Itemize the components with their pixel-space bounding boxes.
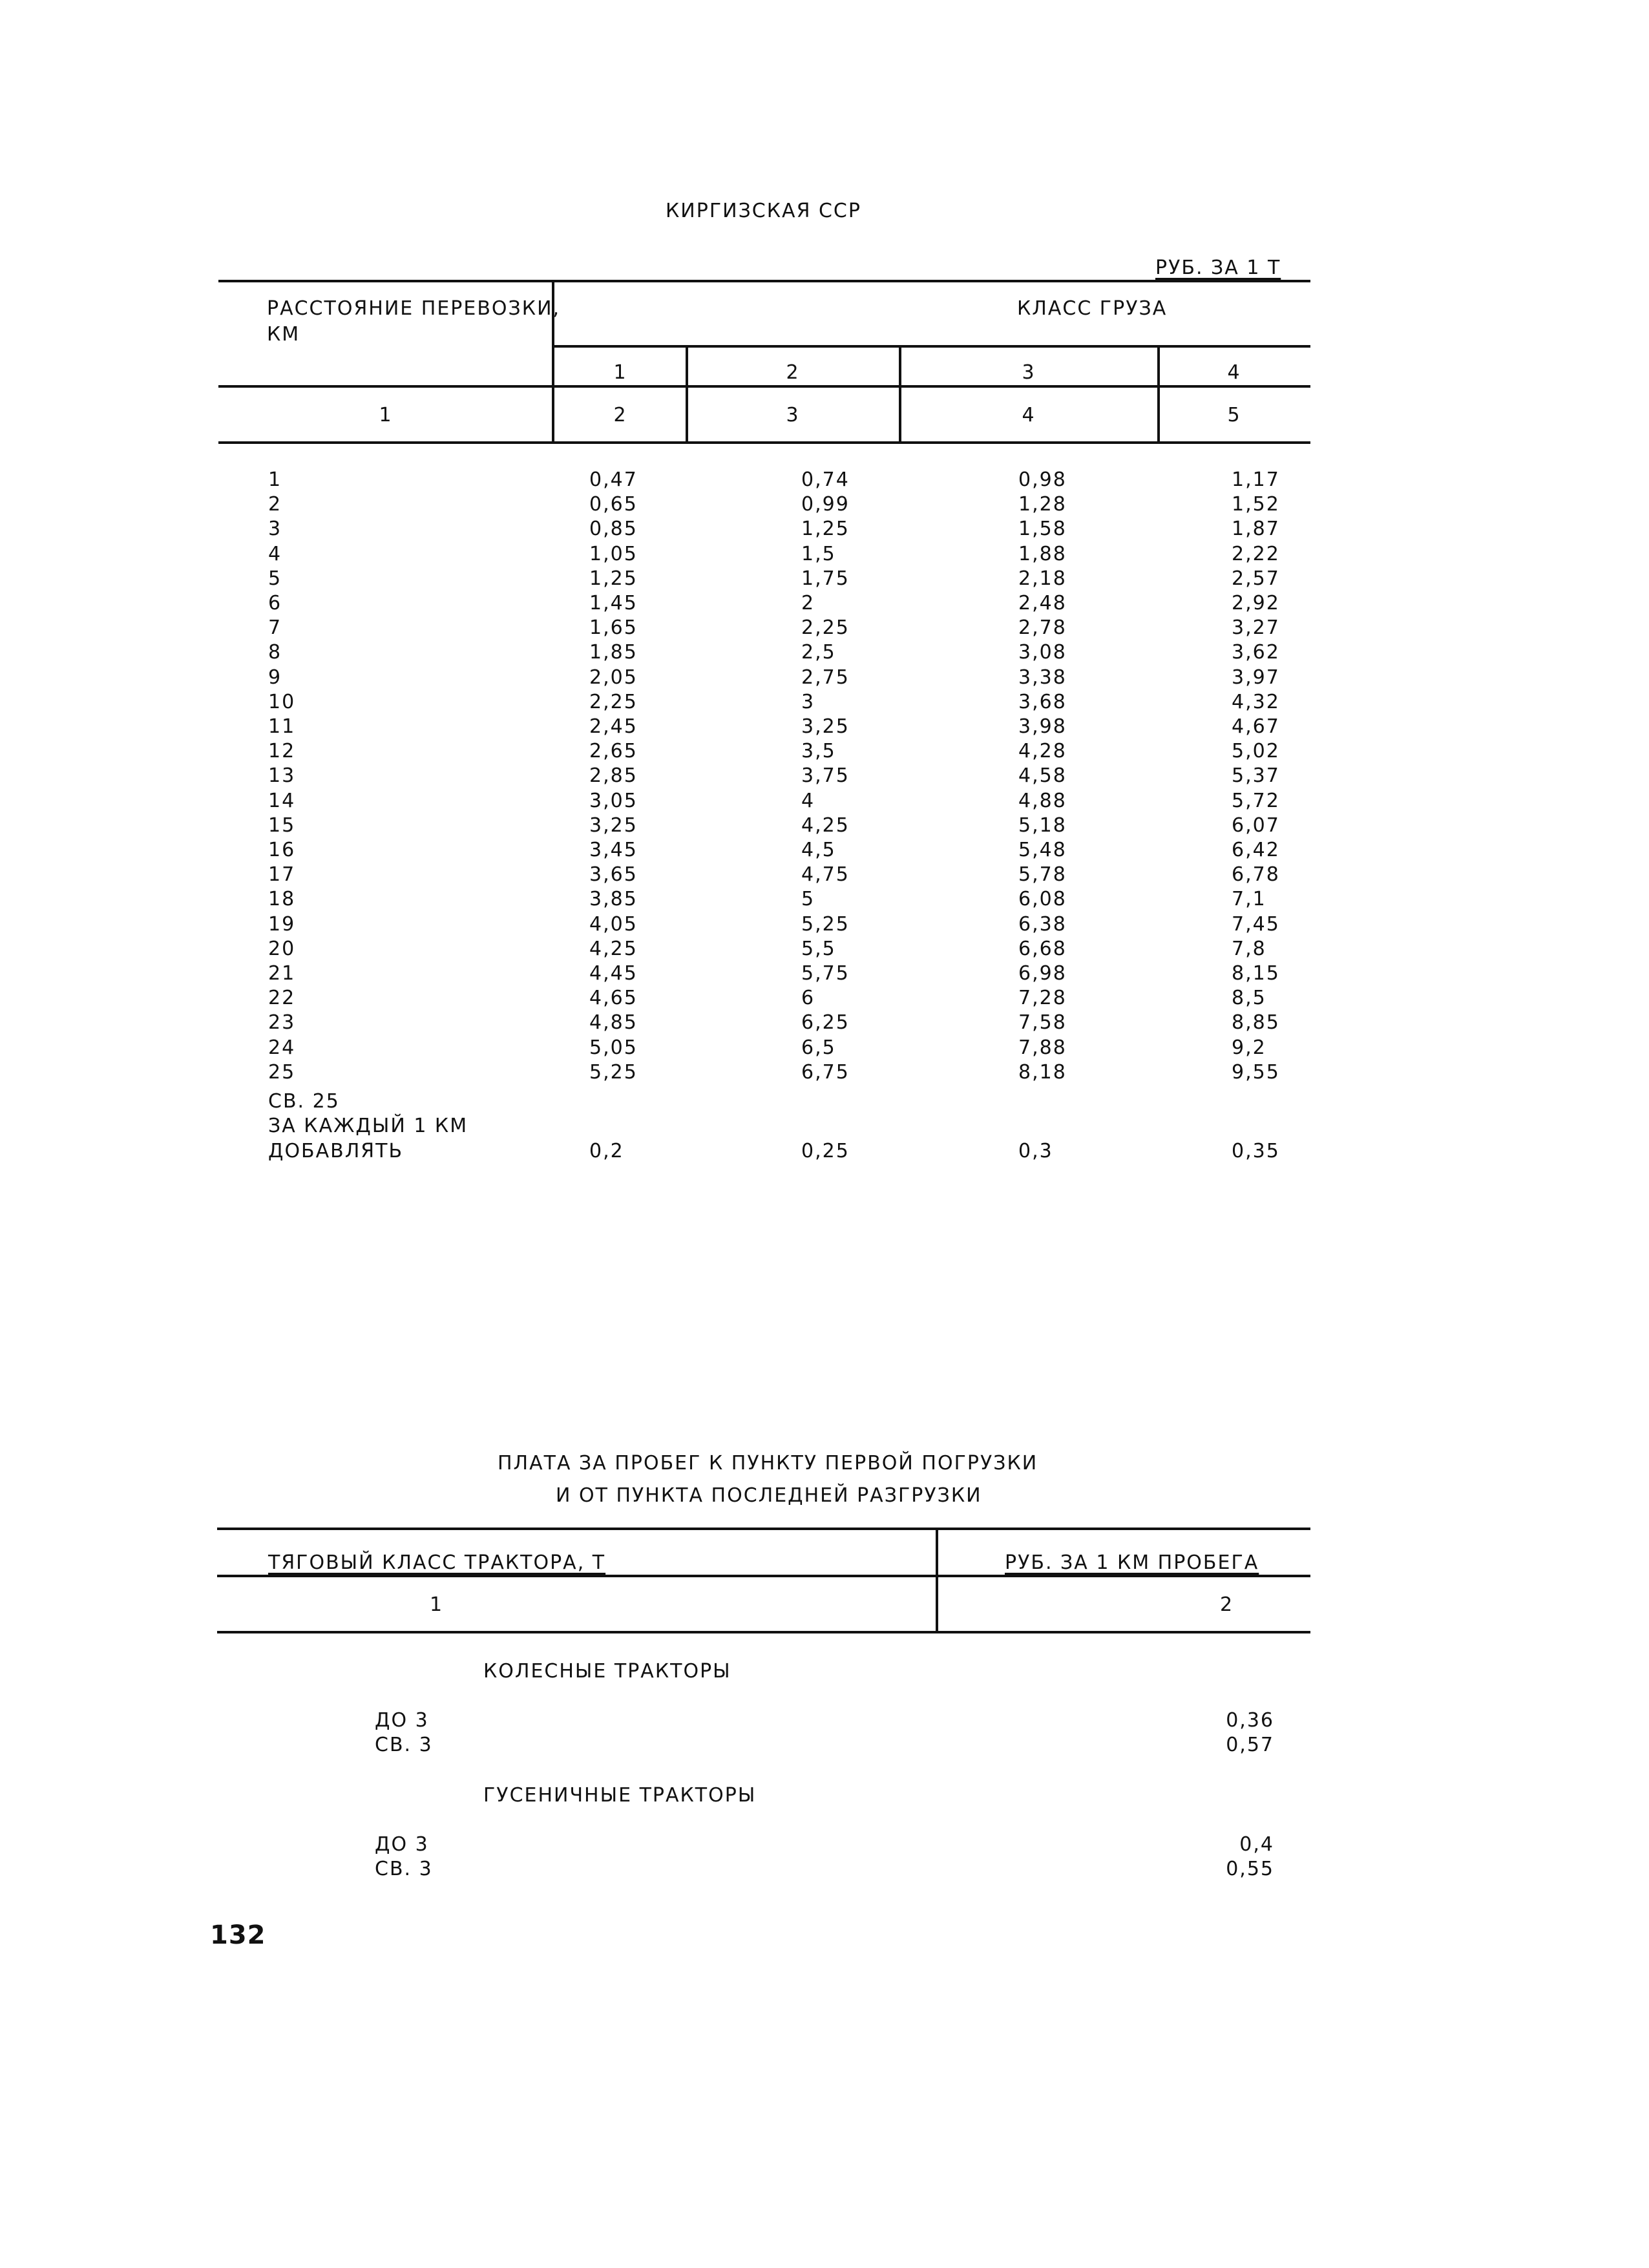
row-distance: 18 (268, 888, 296, 910)
row-rate-class-1: 0,85 (589, 518, 638, 540)
row-rate-class-1: 5,05 (589, 1036, 638, 1059)
row-rate-class-1: 3,05 (589, 790, 638, 812)
row-distance: 15 (268, 814, 296, 837)
row-rate-class-3: 7,88 (1018, 1036, 1067, 1059)
table2-title-line2: И ОТ ПУНКТА ПОСЛЕДНЕЙ РАЗГРУЗКИ (556, 1484, 982, 1507)
row-rate-class-1: 2,25 (589, 691, 638, 713)
row-rate-class-3: 5,18 (1018, 814, 1067, 837)
row-rate-class-3: 3,68 (1018, 691, 1067, 713)
row-rate-class-4: 6,07 (1232, 814, 1280, 837)
row-rate-class-4: 5,37 (1232, 764, 1280, 787)
header-bottom-rule (218, 441, 1310, 444)
row-rate-class-1: 0,47 (589, 468, 638, 491)
row-rate-class-1: 4,45 (589, 962, 638, 985)
tracked-row-1-label: ДО 3 (375, 1833, 429, 1856)
row-distance: 10 (268, 691, 296, 713)
row-rate-class-2: 2,25 (801, 616, 850, 639)
row-rate-class-2: 2,5 (801, 641, 836, 664)
table2-col-number-2: 2 (1220, 1593, 1234, 1616)
row-distance: 19 (268, 913, 296, 936)
col-divider-3 (899, 348, 901, 441)
row-rate-class-3: 4,28 (1018, 740, 1067, 762)
column-number-2: 2 (613, 404, 627, 426)
row-rate-class-4: 5,02 (1232, 740, 1280, 762)
table2-header-bottom-rule (217, 1631, 1310, 1633)
class-number-3: 3 (1022, 361, 1036, 384)
row-distance: 12 (268, 740, 296, 762)
row-rate-class-3: 7,58 (1018, 1011, 1067, 1034)
row-rate-class-3: 1,28 (1018, 493, 1067, 516)
table1-title: КИРГИЗСКАЯ ССР (666, 200, 861, 222)
row-rate-class-4: 8,15 (1232, 962, 1280, 985)
row-distance: 6 (268, 592, 282, 614)
row-rate-class-3: 2,18 (1018, 567, 1067, 590)
row-rate-class-1: 4,05 (589, 913, 638, 936)
row-rate-class-3: 1,58 (1018, 518, 1067, 540)
tracked-row-1-value: 0,4 (1239, 1833, 1274, 1856)
row-rate-class-1: 2,85 (589, 764, 638, 787)
tracked-row-2-value: 0,55 (1226, 1858, 1274, 1880)
row-rate-class-2: 1,75 (801, 567, 850, 590)
row-distance: 8 (268, 641, 282, 664)
row-distance: 25 (268, 1061, 296, 1084)
row-distance: 16 (268, 839, 296, 861)
row-distance: 13 (268, 764, 296, 787)
row-rate-class-2: 3,25 (801, 715, 850, 738)
column-number-5: 5 (1227, 404, 1241, 426)
row-rate-class-2: 4,75 (801, 863, 850, 886)
row-rate-class-1: 3,25 (589, 814, 638, 837)
row-distance: 7 (268, 616, 282, 639)
row-rate-class-3: 4,88 (1018, 790, 1067, 812)
row-rate-class-1: 2,65 (589, 740, 638, 762)
row-rate-class-4: 3,62 (1232, 641, 1280, 664)
class-number-1: 1 (613, 361, 627, 384)
row-rate-class-4: 7,8 (1232, 938, 1266, 960)
row-rate-class-1: 4,85 (589, 1011, 638, 1034)
row-rate-class-2: 0,74 (801, 468, 850, 491)
wheeled-row-2-label: СВ. 3 (375, 1734, 433, 1756)
wheeled-row-1-value: 0,36 (1226, 1709, 1274, 1732)
row-rate-class-4: 1,52 (1232, 493, 1280, 516)
row-rate-class-4: 7,45 (1232, 913, 1280, 936)
group-wheeled-title: КОЛЕСНЫЕ ТРАКТОРЫ (483, 1660, 731, 1683)
tractor-class-header: ТЯГОВЫЙ КЛАСС ТРАКТОРА, Т (268, 1551, 606, 1574)
cargo-class-header: КЛАСС ГРУЗА (1017, 297, 1168, 320)
row-rate-class-3: 4,58 (1018, 764, 1067, 787)
over25-line3: ДОБАВЛЯТЬ (268, 1140, 404, 1162)
row-rate-class-1: 1,65 (589, 616, 638, 639)
row-rate-class-4: 7,1 (1232, 888, 1266, 910)
row-rate-class-1: 5,25 (589, 1061, 638, 1084)
row-rate-class-1: 0,65 (589, 493, 638, 516)
row-rate-class-2: 5 (801, 888, 815, 910)
table2-title-line1: ПЛАТА ЗА ПРОБЕГ К ПУНКТУ ПЕРВОЙ ПОГРУЗКИ (498, 1452, 1038, 1475)
row-rate-class-4: 3,27 (1232, 616, 1280, 639)
row-rate-class-2: 1,5 (801, 543, 836, 565)
row-rate-class-3: 6,98 (1018, 962, 1067, 985)
row-rate-class-2: 5,75 (801, 962, 850, 985)
col-divider-2 (686, 348, 688, 441)
row-rate-class-1: 1,05 (589, 543, 638, 565)
row-rate-class-3: 2,48 (1018, 592, 1067, 614)
row-rate-class-2: 6,75 (801, 1061, 850, 1084)
row-distance: 11 (268, 715, 296, 738)
row-rate-class-1: 1,45 (589, 592, 638, 614)
row-rate-class-4: 1,17 (1232, 468, 1280, 491)
row-rate-class-3: 0,98 (1018, 468, 1067, 491)
row-rate-class-1: 1,85 (589, 641, 638, 664)
row-rate-class-2: 6,5 (801, 1036, 836, 1059)
row-rate-class-2: 3,75 (801, 764, 850, 787)
row-distance: 14 (268, 790, 296, 812)
row-rate-class-4: 9,2 (1232, 1036, 1266, 1059)
rate-header: РУБ. ЗА 1 КМ ПРОБЕГА (1005, 1551, 1259, 1574)
group-tracked-title: ГУСЕНИЧНЫЕ ТРАКТОРЫ (483, 1784, 757, 1807)
table2-col-divider (936, 1530, 938, 1631)
row-distance: 3 (268, 518, 282, 540)
row-rate-class-1: 3,45 (589, 839, 638, 861)
over25-value-col4: 0,3 (1018, 1140, 1053, 1162)
row-rate-class-2: 0,99 (801, 493, 850, 516)
row-distance: 1 (268, 468, 282, 491)
row-distance: 24 (268, 1036, 296, 1059)
row-rate-class-4: 4,32 (1232, 691, 1280, 713)
row-rate-class-3: 2,78 (1018, 616, 1067, 639)
column-number-4: 4 (1022, 404, 1036, 426)
row-rate-class-3: 8,18 (1018, 1061, 1067, 1084)
distance-header-line2: КМ (267, 323, 300, 346)
row-rate-class-1: 3,65 (589, 863, 638, 886)
row-rate-class-4: 9,55 (1232, 1061, 1280, 1084)
row-rate-class-4: 5,72 (1232, 790, 1280, 812)
row-distance: 22 (268, 987, 296, 1009)
row-rate-class-2: 4,25 (801, 814, 850, 837)
over25-value-col3: 0,25 (801, 1140, 850, 1162)
row-rate-class-2: 5,5 (801, 938, 836, 960)
row-rate-class-3: 1,88 (1018, 543, 1067, 565)
row-rate-class-2: 6 (801, 987, 815, 1009)
row-rate-class-4: 1,87 (1232, 518, 1280, 540)
row-rate-class-3: 6,68 (1018, 938, 1067, 960)
row-rate-class-1: 3,85 (589, 888, 638, 910)
row-rate-class-4: 2,22 (1232, 543, 1280, 565)
row-distance: 23 (268, 1011, 296, 1034)
row-rate-class-3: 6,08 (1018, 888, 1067, 910)
row-rate-class-4: 2,92 (1232, 592, 1280, 614)
over25-line2: ЗА КАЖДЫЙ 1 КМ (268, 1115, 468, 1137)
column-number-1: 1 (379, 404, 393, 426)
row-rate-class-3: 3,08 (1018, 641, 1067, 664)
over25-value-col5: 0,35 (1232, 1140, 1280, 1162)
row-rate-class-2: 3,5 (801, 740, 836, 762)
row-rate-class-4: 6,78 (1232, 863, 1280, 886)
row-distance: 2 (268, 493, 282, 516)
row-rate-class-2: 1,25 (801, 518, 850, 540)
row-rate-class-3: 3,38 (1018, 666, 1067, 689)
row-rate-class-2: 2 (801, 592, 815, 614)
row-rate-class-4: 8,5 (1232, 987, 1266, 1009)
row-rate-class-3: 7,28 (1018, 987, 1067, 1009)
row-rate-class-4: 2,57 (1232, 567, 1280, 590)
row-rate-class-4: 3,97 (1232, 666, 1280, 689)
tracked-row-2-label: СВ. 3 (375, 1858, 433, 1880)
table1-top-rule (218, 280, 1310, 282)
col-divider-1 (552, 282, 554, 441)
over25-value-col2: 0,2 (589, 1140, 624, 1162)
row-distance: 9 (268, 666, 282, 689)
row-rate-class-2: 4,5 (801, 839, 836, 861)
distance-header-line1: РАССТОЯНИЕ ПЕРЕВОЗКИ, (267, 297, 561, 320)
over25-line1: СВ. 25 (268, 1090, 340, 1113)
row-distance: 20 (268, 938, 296, 960)
class-header-rule (553, 345, 1310, 348)
row-rate-class-3: 5,78 (1018, 863, 1067, 886)
column-numbers-rule (218, 385, 1310, 388)
class-number-4: 4 (1227, 361, 1241, 384)
col-divider-4 (1157, 348, 1160, 441)
row-distance: 4 (268, 543, 282, 565)
row-rate-class-1: 4,65 (589, 987, 638, 1009)
table2-top-rule (217, 1528, 1310, 1530)
row-rate-class-3: 3,98 (1018, 715, 1067, 738)
row-rate-class-2: 6,25 (801, 1011, 850, 1034)
table1-unit: РУБ. ЗА 1 Т (1155, 257, 1281, 279)
row-rate-class-4: 4,67 (1232, 715, 1280, 738)
row-rate-class-1: 2,45 (589, 715, 638, 738)
wheeled-row-1-label: ДО 3 (375, 1709, 429, 1732)
row-rate-class-1: 4,25 (589, 938, 638, 960)
row-distance: 17 (268, 863, 296, 886)
row-rate-class-4: 8,85 (1232, 1011, 1280, 1034)
column-number-3: 3 (786, 404, 800, 426)
row-distance: 5 (268, 567, 282, 590)
row-rate-class-1: 1,25 (589, 567, 638, 590)
row-rate-class-3: 5,48 (1018, 839, 1067, 861)
row-rate-class-1: 2,05 (589, 666, 638, 689)
row-distance: 21 (268, 962, 296, 985)
row-rate-class-2: 3 (801, 691, 815, 713)
row-rate-class-2: 4 (801, 790, 815, 812)
row-rate-class-3: 6,38 (1018, 913, 1067, 936)
class-number-2: 2 (786, 361, 800, 384)
wheeled-row-2-value: 0,57 (1226, 1734, 1274, 1756)
table2-col-number-1: 1 (430, 1593, 444, 1616)
table2-header-rule (217, 1575, 1310, 1577)
row-rate-class-4: 6,42 (1232, 839, 1280, 861)
row-rate-class-2: 2,75 (801, 666, 850, 689)
page-number: 132 (210, 1920, 266, 1950)
row-rate-class-2: 5,25 (801, 913, 850, 936)
